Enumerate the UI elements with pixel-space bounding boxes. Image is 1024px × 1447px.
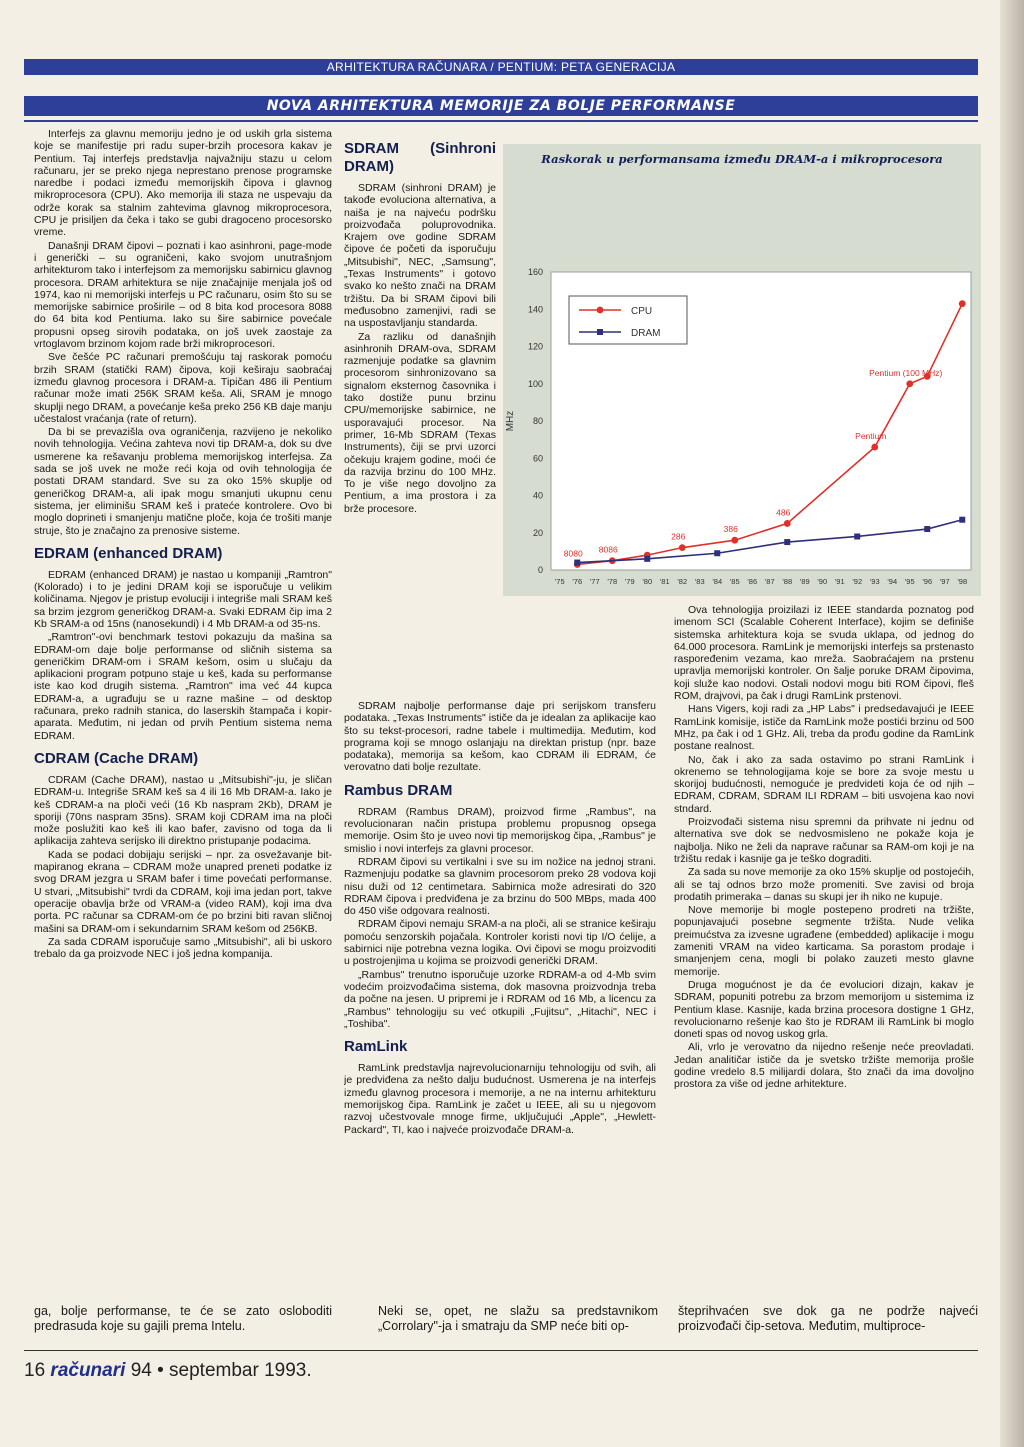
column-1 — [34, 128, 332, 1274]
y-tick-label: 120 — [527, 341, 543, 352]
x-tick-label: '86 — [747, 577, 758, 586]
dram-point — [574, 560, 580, 566]
x-tick-label: '87 — [764, 577, 775, 586]
column-3 — [674, 604, 974, 1274]
dram-point — [924, 526, 930, 532]
footer-text-middle: Neki se, opet, ne slažu sa predstavnikom „Corrolary"-ja i smatraju da SMP neće biti op- — [378, 1304, 658, 1333]
y-tick-label: 160 — [527, 267, 543, 277]
paragraph: RDRAM čipovi su vertikalni i sve su im nožice na jednoj strani. Razmenjuju podatke sa glavnim procesorom preko 28 vodova koji nisu duži od 12 centimetara. Sabirnica može adresirati do 320 RDRAM čipova i predviđena je za brzinu do 500 MBps, mada 400 do 450 više odgovara realnosti. — [344, 855, 656, 918]
folio — [24, 1360, 312, 1382]
y-tick-label: 0 — [537, 565, 543, 575]
paragraph: Hans Vigers, koji radi za „HP Labs" i predsedavajući je IEEE RamLink komisije, ističe da RamLink može postići brzinu od 500 MHz, pa čak i od 1 GHz. Ali, treba da prođu godine da RamLink postane realnost. — [674, 703, 974, 753]
cpu-point — [871, 444, 878, 451]
x-tick-label: '83 — [694, 577, 705, 586]
footer-text-left: ga, bolje performanse, te će se zato osloboditi predrasuda koje su gajili prema Intelu. — [34, 1304, 332, 1333]
legend-marker — [597, 329, 603, 335]
paragraph: Ova tehnologija proizilazi iz IEEE standarda poznatog pod imenom SCI (Scalable Coherent Interface), kojim se definiše sistemska arhitektura koja se svuda uklapa, od jednog do 64.000 procesora. RamLink je memorijski interfejs sa prstenasto raspoređenim vezama, kao mreža. Saobraćajem na prstenu upravlja memorijski kontroler. On šalje poruke DRAM čipovima, koji služe kao nodovi. Ostali nodovi mogu biti ROM čipovi, fleš ROM, drajvovi, pa čak i drugi RamLink prstenovi. — [674, 604, 974, 703]
data-label: Pentium (100 MHz) — [869, 367, 943, 378]
paragraph: Za sada CDRAM isporučuje samo „Mitsubishi", ali bi uskoro trebalo da ga proizvode NEC i još jedna kompanija. — [34, 935, 332, 961]
y-tick-label: 40 — [532, 490, 543, 501]
section-heading-ramlink: RamLink — [344, 1038, 408, 1056]
paragraph: Za sada su nove memorije za oko 15% skuplje od postojećih, ali se taj odnos brzo može promeniti. Sve zavisi od broja prodatih primeraka – danas su skupi jer ih niko ne kupuje. — [674, 866, 974, 903]
data-label: Pentium — [855, 431, 887, 442]
paragraph: Današnji DRAM čipovi – poznati i kao asinhroni, page-mode i generički – su ograničeni, kako svojom unutrašnjom arhitekturom tako i interfejsom za memorijsku sabirnicu glavnog procesora. DRAM arhitektura se nije značajnije menjala još od 1974, kao ni memorijski interfejs u PC računaru, osim što su se memorijske sabirnice proširile – od 8 bita kod procesora 8088 do 64 bita kod Pentiuma. Iako su šire sabirnice povećale propusni opseg sirovih podataka, on još uvek zaostaje za vrtoglavom brzinom kojom rade brži mikroprocesori. — [34, 239, 332, 351]
legend-box — [569, 296, 687, 344]
cpu-point — [784, 520, 791, 527]
x-tick-label: '98 — [957, 577, 968, 586]
x-tick-label: '75 — [554, 577, 565, 586]
x-tick-label: '92 — [852, 577, 863, 586]
y-tick-label: 60 — [532, 453, 543, 464]
data-label: 8086 — [598, 544, 618, 555]
legend-label: CPU — [631, 306, 653, 317]
paragraph: Da bi se prevazišla ova ograničenja, razvijeno je nekoliko novih tehnologija. Većina zahteva novi tip DRAM-a, dok su dve usmerene ka rešavanju problema memorijskog interfejsa. Za sada se još uvek ne može reći koja od ovih tehnologija će postati DRAM standard. Sve su za oko 15% skuplje od generičkog DRAM-a, ali ipak mogu smanjuti ukupnu cenu sistema, jer eliminišu SRAM keš i prateće kontrolere. Ovo bi moglo doprineti i smanjenju matične ploče, koja će trošiti manje struje, što je značajno za prenosive sisteme. — [34, 426, 332, 537]
issue-date: septembar 1993. — [169, 1360, 312, 1381]
issue-number: 94 — [130, 1360, 152, 1381]
dram-point — [784, 539, 790, 545]
paragraph: Ali, vrlo je verovatno da nijedno rešenje neće preovladati. Jedan analitičar ističe da je svetsko tržište memorija prošle godine vredelo 8.5 milijardi dolara, što znači da ima dovoljno prostora za više od jedne arhitekture. — [674, 1041, 974, 1091]
x-tick-label: '79 — [624, 577, 635, 586]
paragraph: „Ramtron"-ovi benchmark testovi pokazuju da mašina sa EDRAM-om daje bolje performanse od sličnih sistema sa generičkim DRAM-om i SRAM kešom, osim u slučaju da aplikacioni program potpuno staje u keš, kada su performanse iste kao kod drugih sistema. „Ramtron" ima već 44 kupca EDRAM-a, a ugrađuju se u razne mašine – od desktop računara, preko radnih stanica, do laserskih štampača i kopir-aparata. Međutim, ni jedan od prvih Pentium sistema nema EDRAM. — [34, 631, 332, 742]
cpu-point — [959, 300, 966, 307]
legend-label: DRAM — [631, 328, 661, 339]
paragraph: Sve češće PC računari premošćuju taj raskorak pomoću brzih SRAM (statički RAM) čipova, koji keširaju saobraćaj između glavnog procesora i DRAM-a. Tipičan 486 ili Pentium računar može imati 256K SRAM keša. Ali, SRAM je mnogo skuplji nego DRAM, a povećanje keša preko 256 KB daje manju učestalost vraćanja (rate of return). — [34, 351, 332, 425]
x-tick-label: '81 — [659, 577, 670, 586]
data-label: 386 — [723, 524, 738, 535]
x-tick-label: '76 — [572, 577, 583, 586]
x-tick-label: '80 — [642, 577, 653, 586]
magazine-logo: računari — [50, 1360, 126, 1381]
paragraph: Proizvođači sistema nisu spremni da prihvate ni jednu od alternativa sve dok se nedvosmisleno ne pokaže koja je najbolja. Niko ne želi da naprave računar sa RAM-om koji je na tržištu redak i kasnije ga je teško dograditi. — [674, 816, 974, 865]
y-tick-label: 80 — [532, 416, 543, 426]
x-tick-label: '95 — [904, 577, 915, 586]
x-tick-label: '96 — [922, 577, 933, 586]
data-label: 8080 — [563, 548, 583, 559]
page-number: 16 — [24, 1360, 46, 1381]
paragraph: Nove memorije bi mogle postepeno prodreti na tržište, popunjavajući posebne segmente tržišta. Nude velika preimućstva za izvesne ugrađene (embedded) aplikacije i mogu zameniti VRAM na video karticama. Sa porastom prodaje i smanjenjem cena, mogli bi polako zauzeti mesto glavne memorije. — [674, 904, 974, 978]
section-heading-edram: EDRAM (enhanced DRAM) — [34, 544, 223, 562]
section-heading-cdram: CDRAM (Cache DRAM) — [34, 749, 199, 767]
paragraph: No, čak i ako za sada ostavimo po strani RamLink i okrenemo se tehnologijama koje se bore za svoje mestu u skorijoj budućnosti, nemoguće je predvideti koja će od njih – EDRAM, CDRAM, SDRAM ILI RDRAM – biti usvojena kao novi stndard. — [674, 753, 974, 815]
paragraph: Za razliku od današnjih asinhronih DRAM-ova, SDRAM razmenjuje podatke sa glavnim procesorom sinhronizovano sa signalom eksternog časovnika i tako dostiže punu brzinu CPU/memorijske sabirnice, ne usporavajući procesor. Na primer, 16-Mb SDRAM (Texas Instruments), čiji se prvi uzorci očekuju krajem godine, moći će da razvija brzinu do 100 MHz. To je više nego dovoljno za Pentium, a ima prostora i za brže procesore. — [344, 330, 496, 515]
y-tick-label: 140 — [527, 304, 543, 315]
x-tick-label: '91 — [834, 577, 845, 586]
column-2-lower — [344, 700, 656, 1274]
data-label: 286 — [671, 531, 686, 542]
y-tick-label: 100 — [527, 378, 543, 389]
x-tick-label: '89 — [799, 577, 810, 586]
paragraph: SDRAM (sinhroni DRAM) je takođe evoluciona alternativa, a naiša je na najveću podršku proizvođača poluprovodnika. Krajem ove godine SDRAM čipove će početi da isporučuju „Mitsubishi", NEC, „Samsung", „Texas Instruments" i gotovo svako ko nešto znači na DRAM tržištu. Da bi SRAM čipovi bili međusobno zamenjivi, radi se na uspostavljanju standarda. — [344, 182, 496, 330]
section-heading-rambus: Rambus DRAM — [344, 781, 453, 799]
y-axis-label: MHz — [505, 410, 516, 432]
article-headline: NOVA ARHITEKTURA MEMORIJE ZA BOLJE PERFORMANSE — [24, 96, 978, 116]
paragraph: Interfejs za glavnu memoriju jedno je od uskih grla sistema koje se manifestije pri radu super-brzih procesora kakav je Pentium. Taj interfejs predstavlja najvažniju stazu u celom računaru, jer se preko njega neprestano prenose programske naredbe i podaci između memorijskih čipova i glavnog mikroprocesora (CPU). Ako memorija ili staza ne uspevaju da održe korak sa stalnim zahtevima glavnog mikroprocesora, CPU je prisiljen da čeka i tako se gubi dragoceno procesorsko vreme. — [34, 128, 332, 239]
dram-point — [714, 550, 720, 556]
x-tick-label: '88 — [782, 577, 793, 586]
section-heading-sdram: SDRAM (Sinhroni DRAM) — [344, 140, 496, 175]
x-tick-label: '93 — [869, 577, 880, 586]
footer-text-right: šteprihvaćen sve dok ga ne podrže najveći proizvođači čip-setova. Međutim, multiproce- — [678, 1304, 978, 1333]
paragraph: CDRAM (Cache DRAM), nastao u „Mitsubishi"-ju, je sličan EDRAM-u. Integriše SRAM keš sa 4 ili 16 Mb DRAM-a. Iako je keš CDRAM-a na ploči veći (16 Kb naspram 2Kb), DRAM je sporiji (70ns naspram 35ns). SRAM koji CDRAM ima na ploči može poslužiti kao keš ili kao bafer, zavisno od toga da li aplikacija zahteva serijsko ili direktno pristupanje podacima. — [34, 773, 332, 848]
legend-marker — [597, 307, 604, 314]
x-tick-label: '84 — [712, 577, 723, 586]
dram-point — [959, 517, 965, 523]
paragraph: „Rambus" trenutno isporučuje uzorke RDRAM-a od 4-Mb svim vodećim proizvođačima sistema, dok masovna proizvodnja treba da počne na jesen. U pripremi je i RDRAM od 16 Mb, a licencu za „Rambus" tehnologiju su već otkupili „Fujitsu", „Hitachi", NEC i „Toshiba". — [344, 968, 656, 1030]
x-tick-label: '97 — [939, 577, 950, 586]
page-edge — [1000, 0, 1024, 1447]
paragraph: SDRAM najbolje performanse daje pri serijskom transferu podataka. „Texas Instruments" ističe da je idealan za aplikacije kao što su tekst-procesori, radne tabele i multimedija. Međutim, kod programa koji se mnogo oslanjaju na direktan pristup (npr. baze podataka), memorija sa kešom, kao CDRAM ili EDRAM, će verovatno dati bolje rezultate. — [344, 700, 656, 774]
paragraph: Kada se podaci dobijaju serijski – npr. za osvežavanje bit-mapiranog ekrana – CDRAM može unapred preneti podatke iz svog DRAM jezgra u SRAM bafer i time povećati performanse. U stvari, „Mitsubishi" tvrdi da CDRAM, koji ima jedan port, takve operacije obavlja brže od VRAM-a (video RAM), koji ima dva porta. PC računar sa CDRAM-om će po brzini biti ravan sličnoj mašini sa DRAM-om i sekundarnim SRAM kešom od 256KB. — [34, 848, 332, 935]
paragraph: RDRAM čipovi nemaju SRAM-a na ploči, ali se stranice keširaju pomoću senzorskih pojačala. Kontroler koristi novi tip I/O ćelije, a sabirnici nije potrebna vezna logika. Ovi čipovi se mogu proizvoditi u postrojenjima u kojima se proizvodi generički DRAM. — [344, 918, 656, 968]
cpu-point — [906, 380, 913, 387]
paragraph: RamLink predstavlja najrevolucionarniju tehnologiju od svih, ali je predviđena za nešto dalju budućnost. Usmerena je na interfejs između glavnog procesora i memorije, a ne na internu arhitekturu memorijskog čipa. RamLink je začet u IEEE, ali su u njegovom razvoj učestvovale mnoge firme, uključujući „Apple", „Hewlett-Packard", TI, kao i najveće proizvođače DRAM-a. — [344, 1062, 656, 1136]
headline-rule — [24, 120, 978, 122]
x-tick-label: '77 — [589, 577, 600, 586]
bullet: • — [157, 1360, 164, 1381]
dram-point — [854, 533, 860, 539]
x-tick-label: '94 — [887, 577, 898, 586]
section-header: ARHITEKTURA RAČUNARA / PENTIUM: PETA GENERACIJA — [24, 59, 978, 75]
paragraph: Druga mogućnost je da će evoluciori dizajn, kakav je SDRAM, popuniti potrebu za brzom memorijom u sistemima iz Pentium klase. Kasnije, kada brzina procesora dostigne 1 GHz, revolucionarno rešenje kao što je RDRAM ili RamLink bi moglo doneti spas od novog uskog grla. — [674, 978, 974, 1041]
paragraph: RDRAM (Rambus DRAM), proizvod firme „Rambus", na revolucionaran način pristupa problemu propusnog opsega memorije. Osim što je uveo novi tip memorijskog čipa, „Rambus" je smislio i novi interfejs za glavni procesor. — [344, 805, 656, 855]
dram-point — [644, 556, 650, 562]
y-tick-label: 20 — [532, 527, 543, 538]
x-tick-label: '82 — [677, 577, 688, 586]
footer-rule — [24, 1350, 978, 1351]
paragraph: EDRAM (enhanced DRAM) je nastao u kompaniji „Ramtron" (Kolorado) i to je jedini DRAM koji se isporučuje u velikim količinama. Njegov je pristup evoluciji i integriše mali SRAM keš sa brzim jezgrom generičkog DRAM-a. Svaki EDRAM čip ima 2 Kb SRAM-a od 15ns (nanosekundi) i 4 Mb DRAM-a od 35-ns. — [34, 568, 332, 630]
x-tick-label: '85 — [729, 577, 740, 586]
cpu-point — [679, 544, 686, 551]
cpu-point — [731, 537, 738, 544]
x-tick-label: '90 — [817, 577, 828, 586]
performance-gap-chart — [503, 262, 981, 596]
data-label: 486 — [776, 507, 791, 518]
x-tick-label: '78 — [607, 577, 618, 586]
chart-title: Raskorak u performansama između DRAM-a i mikroprocesora — [541, 152, 943, 166]
